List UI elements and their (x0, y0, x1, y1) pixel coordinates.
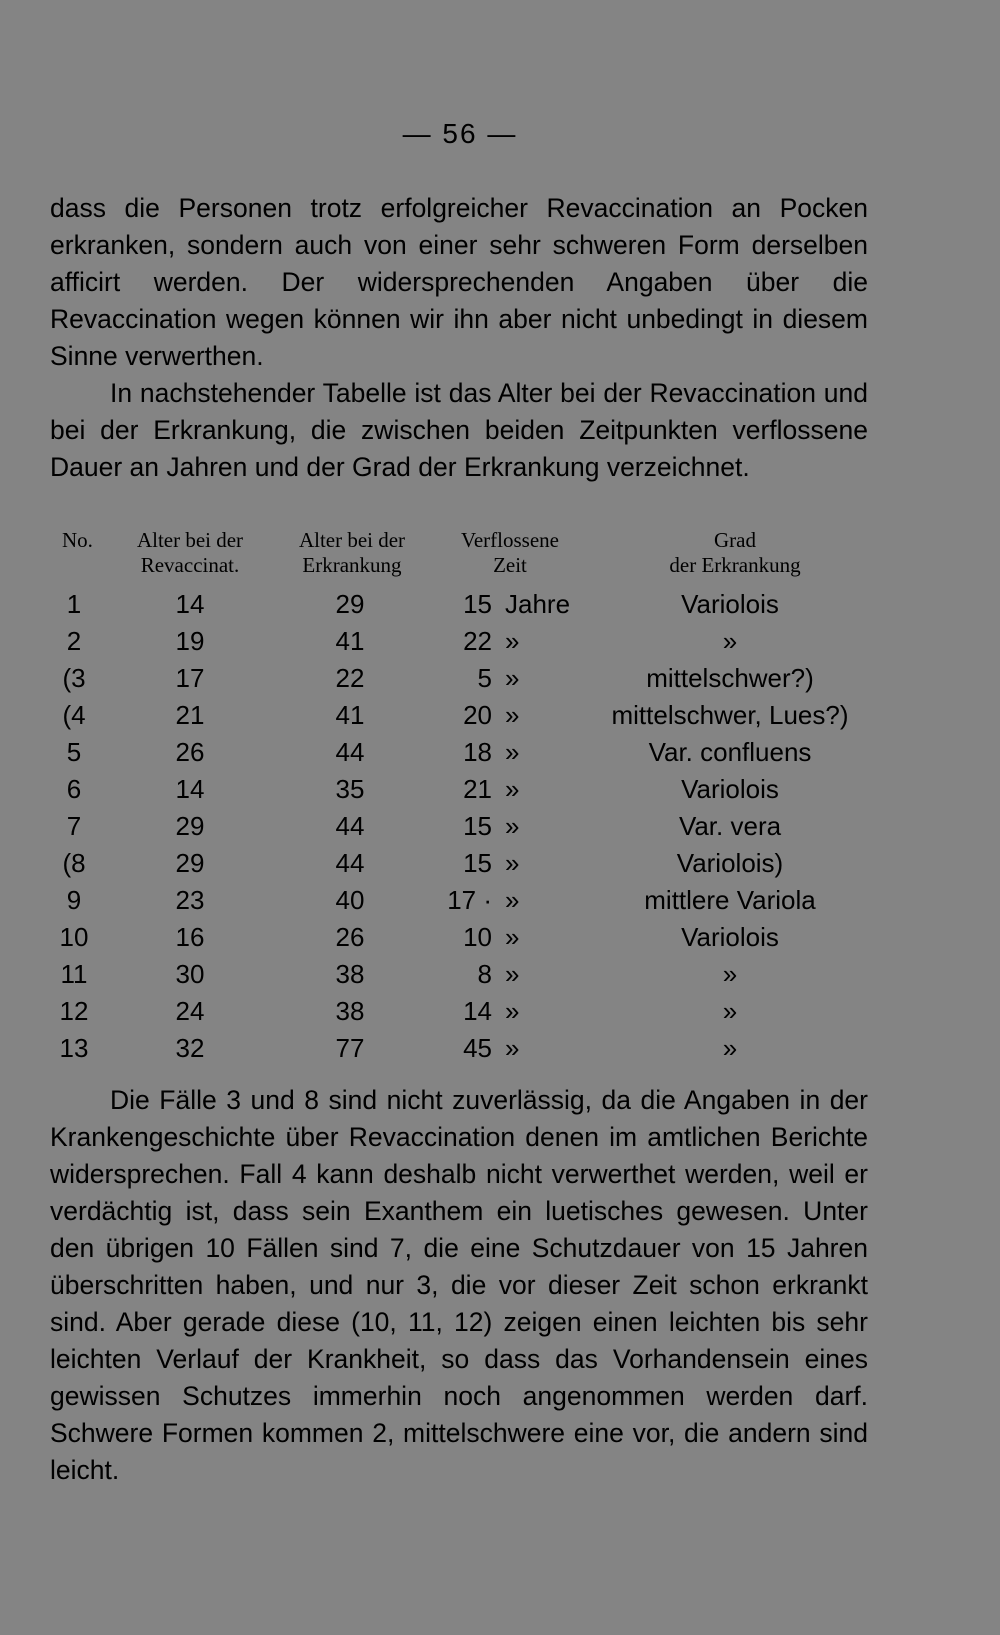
case-number: (3 (62, 663, 86, 693)
elapsed-unit-cell: Jahre (505, 589, 571, 619)
elapsed-unit-cell: » (505, 996, 520, 1026)
age-revaccination-cell: 30 (175, 959, 205, 989)
age-illness-cell: 44 (335, 848, 365, 878)
header-severity-line2: der Erkrankung (669, 553, 801, 577)
severity-cell: » (722, 959, 738, 989)
table-row (0, 697, 1000, 734)
age-revaccination-cell: 19 (175, 626, 205, 656)
age-illness-cell: 41 (335, 626, 365, 656)
elapsed-years-cell: 8 (477, 959, 492, 989)
elapsed-years-cell: 45 (463, 1033, 492, 1063)
elapsed-years-cell: 15 (463, 811, 492, 841)
elapsed-years-cell: 21 (463, 774, 492, 804)
case-number: (4 (62, 700, 86, 730)
elapsed-years-cell: 22 (463, 626, 492, 656)
elapsed-unit-cell: » (505, 737, 520, 767)
table-body (0, 586, 1000, 1067)
paragraph-intro: dass die Personen trotz erfolgreicher Revaccination an Pocken erkranken, sondern auch von einer sehr schweren Form derselben afficirt werden. Der widersprechenden Angaben über die Revaccination wegen können wir ihn aber nicht unbedingt in diesem Sinne verwerthen. (50, 193, 868, 371)
elapsed-years-cell: 14 (463, 996, 492, 1026)
case-number: 10 (59, 922, 89, 952)
case-number: 11 (60, 959, 88, 989)
elapsed-unit-cell: » (505, 885, 520, 915)
table-row (0, 845, 1000, 882)
case-number: 12 (59, 996, 89, 1026)
age-illness-cell: 29 (335, 589, 365, 619)
page-number: — 56 — (402, 118, 518, 149)
severity-cell: Variolois (681, 774, 779, 804)
elapsed-years-cell: 18 (463, 737, 492, 767)
table-row (0, 808, 1000, 845)
header-age-revaccination-line1: Alter bei der (136, 528, 244, 552)
case-number: 5 (66, 737, 82, 767)
case-number: 7 (66, 811, 82, 841)
elapsed-years-cell: 10 (463, 922, 492, 952)
age-revaccination-cell: 24 (175, 996, 205, 1026)
age-revaccination-cell: 14 (175, 589, 205, 619)
elapsed-unit-cell: » (505, 626, 520, 656)
age-revaccination-cell: 29 (175, 811, 205, 841)
case-number: 2 (66, 626, 82, 656)
elapsed-unit-cell: » (505, 700, 520, 730)
elapsed-years-cell: 15 (463, 848, 492, 878)
severity-cell: mittelschwer?) (646, 663, 814, 693)
elapsed-years-cell: 20 (463, 700, 492, 730)
table-row (0, 660, 1000, 697)
header-no: No. (62, 528, 93, 552)
elapsed-years-cell: 15 (463, 589, 492, 619)
severity-cell: mittlere Variola (644, 885, 816, 915)
age-revaccination-cell: 14 (175, 774, 205, 804)
header-age-illness-line2: Erkrankung (302, 553, 402, 577)
table-row (0, 919, 1000, 956)
case-number: 13 (59, 1033, 89, 1063)
case-number: 6 (66, 774, 82, 804)
severity-cell: Var. vera (678, 811, 782, 841)
age-illness-cell: 35 (335, 774, 365, 804)
severity-cell: Variolois (681, 589, 779, 619)
table-row (0, 771, 1000, 808)
header-elapsed-time (440, 528, 580, 578)
elapsed-unit-cell: » (505, 1033, 520, 1063)
age-illness-cell: 26 (335, 922, 365, 952)
elapsed-unit-cell: » (505, 959, 520, 989)
age-illness-cell: 44 (335, 737, 365, 767)
table-header (0, 528, 1000, 588)
table-row (0, 623, 1000, 660)
table-row (0, 993, 1000, 1030)
elapsed-unit-cell: » (505, 663, 520, 693)
table-row (0, 882, 1000, 919)
age-illness-cell: 44 (335, 811, 365, 841)
severity-cell: » (722, 626, 738, 656)
severity-cell: » (722, 996, 738, 1026)
age-revaccination-cell: 32 (175, 1033, 205, 1063)
elapsed-years-cell: 17 · (447, 885, 492, 915)
age-revaccination-cell: 29 (175, 848, 205, 878)
table-row (0, 1030, 1000, 1067)
severity-cell: Variolois (681, 922, 779, 952)
severity-cell: Variolois) (676, 848, 784, 878)
case-number: (8 (62, 848, 86, 878)
age-illness-cell: 41 (335, 700, 365, 730)
header-age-illness (272, 528, 432, 578)
header-elapsed-time-line1: Verflossene (461, 528, 559, 552)
header-age-illness-line1: Alter bei der (298, 528, 406, 552)
case-number: 9 (66, 885, 82, 915)
age-illness-cell: 38 (335, 959, 365, 989)
case-number: 1 (66, 589, 82, 619)
age-revaccination-cell: 26 (175, 737, 205, 767)
elapsed-unit-cell: » (505, 811, 520, 841)
table-row (0, 956, 1000, 993)
header-severity-line1: Grad (714, 528, 756, 552)
severity-cell: mittelschwer, Lues?) (611, 700, 849, 730)
header-age-revaccination-line2: Revaccinat. (140, 553, 240, 577)
age-illness-cell: 22 (335, 663, 365, 693)
age-illness-cell: 77 (335, 1033, 365, 1063)
header-age-revaccination (110, 528, 270, 578)
age-illness-cell: 40 (335, 885, 365, 915)
table-row (0, 586, 1000, 623)
age-revaccination-cell: 17 (175, 663, 205, 693)
header-severity (620, 528, 850, 578)
age-revaccination-cell: 16 (175, 922, 205, 952)
paragraph-discussion: Die Fälle 3 und 8 sind nicht zuverlässig, da die Angaben in der Krankengeschichte über Revaccination denen im amtlichen Berichte widersprechen. Fall 4 kann deshalb nicht verwerthet werden, weil er verdächtig ist, dass sein Exanthem ein luetisches gewesen. Unter den übrigen 10 Fällen sind 7, die eine Schutzdauer von 15 Jahren überschritten haben, und nur 3, die vor dieser Zeit schon erkrankt sind. Aber gerade diese (10, 11, 12) zeigen einen leichten bis sehr leichten Verlauf der Krankheit, so dass das Vorhandensein eines gewissen Schutzes immerhin noch angenommen werden darf. Schwere Formen kommen 2, mittelschwere eine vor, die andern sind leicht. (50, 1085, 868, 1485)
elapsed-unit-cell: » (505, 848, 520, 878)
paragraph-table-description: In nachstehender Tabelle ist das Alter bei der Revaccination und bei der Erkrankung, die zwischen beiden Zeitpunkten verflossene Dauer an Jahren und der Grad der Erkrankung verzeichnet. (50, 378, 868, 482)
age-revaccination-cell: 23 (175, 885, 205, 915)
table-row (0, 734, 1000, 771)
severity-cell: Var. confluens (648, 737, 812, 767)
elapsed-unit-cell: » (505, 774, 520, 804)
age-illness-cell: 38 (335, 996, 365, 1026)
severity-cell: » (722, 1033, 738, 1063)
age-revaccination-cell: 21 (175, 700, 205, 730)
elapsed-years-cell: 5 (477, 663, 492, 693)
header-elapsed-time-line2: Zeit (493, 553, 527, 577)
elapsed-unit-cell: » (505, 922, 520, 952)
